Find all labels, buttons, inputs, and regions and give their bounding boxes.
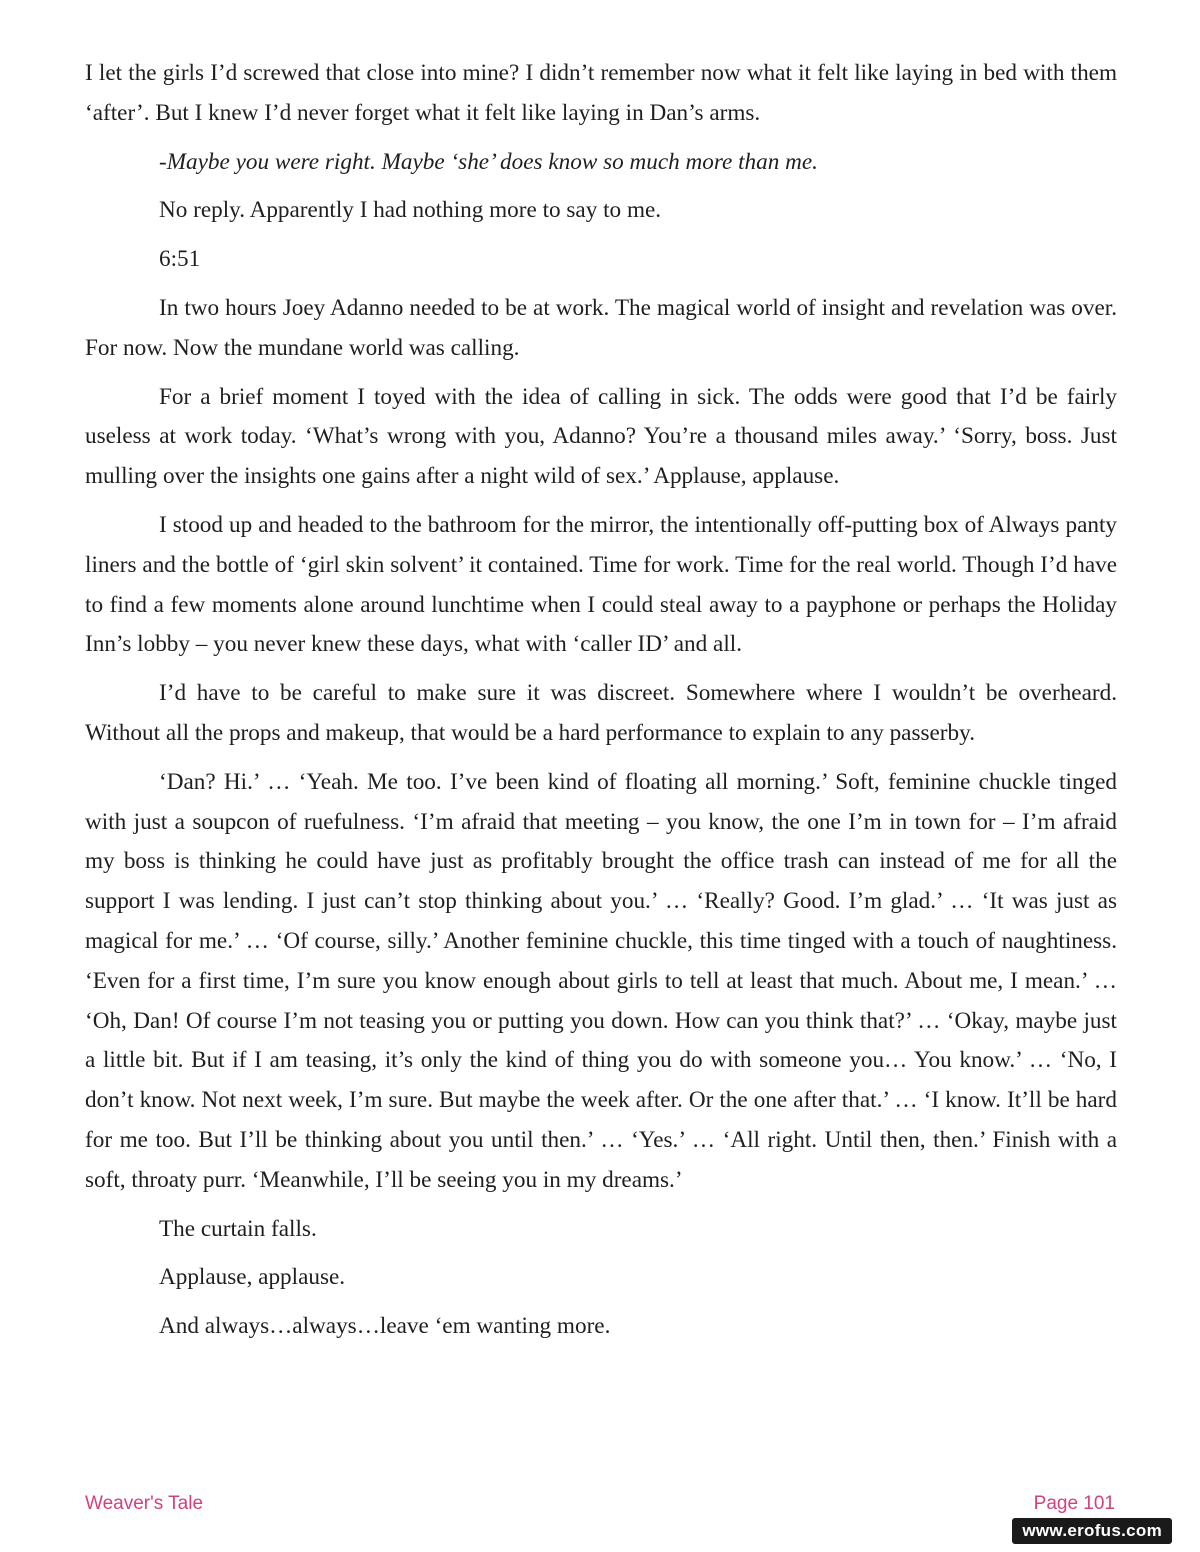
paragraph: Applause, applause. bbox=[159, 1264, 346, 1291]
paragraph: And always…always…leave ‘em wanting more. bbox=[159, 1313, 611, 1340]
footer-page-number: Page 101 bbox=[1033, 1493, 1115, 1514]
paragraph: I let the girls I’d screwed that close into mine? I didn’t remember now what it felt like laying in bed with them ‘after’. But I knew I’d never forget what it felt like laying in Dan’s arms. bbox=[85, 60, 1117, 126]
paragraph: The curtain falls. bbox=[159, 1215, 317, 1242]
page-body bbox=[85, 54, 1117, 1356]
paragraph: I’d have to be careful to make sure it was discreet. Somewhere where I wouldn’t be overheard. Without all the props and makeup, that would be a hard performance to explain to any passerby. bbox=[85, 680, 1117, 746]
paragraph: In two hours Joey Adanno needed to be at work. The magical world of insight and revelation was over. For now. Now the mundane world was calling. bbox=[85, 294, 1117, 361]
footer-book-title: Weaver's Tale bbox=[85, 1493, 204, 1514]
paragraph: For a brief moment I toyed with the idea of calling in sick. The odds were good that I’d be fairly useless at work today. ‘What’s wrong with you, Adanno? You’re a thousand miles away.’ ‘Sorry, boss. Just mulling over the insights one gains after a night wild of sex.’ Applause, applause. bbox=[85, 383, 1117, 490]
paragraph: No reply. Apparently I had nothing more to say to me. bbox=[159, 197, 662, 224]
watermark-logo: www.erofus.com bbox=[1012, 1518, 1172, 1544]
time-stamp-paragraph: 6:51 bbox=[159, 246, 201, 273]
paragraph: I stood up and headed to the bathroom for the mirror, the intentionally off-putting box of Always panty liners and the bottle of ‘girl skin solvent’ it contained. Time for work. Time for the real world. Though I’d have to find a few moments alone around lunchtime when I could steal away to a payphone or perhaps the Holiday Inn’s lobby – you never knew these days, what with ‘caller ID’ and all. bbox=[85, 511, 1117, 658]
paragraph-italic-thought: -Maybe you were right. Maybe ‘she’ does know so much more than me. bbox=[159, 148, 818, 175]
paragraph: ‘Dan? Hi.’ … ‘Yeah. Me too. I’ve been kind of floating all morning.’ Soft, feminine chuckle tinged with just a soupcon of ruefulness. ‘I’m afraid that meeting – you know, the one I’m in town for – I’m afraid my boss is thinking he could have just as profitably brought the office trash can instead of me for all the support I was lending. I just can’t stop thinking about you.’ … ‘Really? Good. I’m glad.’ … ‘It was just as magical for me.’ … ‘Of course, silly.’ Another feminine chuckle, this time tinged with a touch of naughtiness. ‘Even for a first time, I’m sure you know enough about girls to tell at least that much. About me, I mean.’ … ‘Oh, Dan! Of course I’m not teasing you or putting you down. How can you think that?’ … ‘Okay, maybe just a little bit. But if I am teasing, it’s only the kind of thing you do with someone you… You know.’ … ‘No, I don’t know. Not next week, I’m sure. But maybe the week after. Or the one after that.’ … ‘I know. It’ll be hard for me too. But I’ll be thinking about you until then.’ … ‘Yes.’ … ‘All right. Until then, then.’ Finish with a soft, throaty purr. ‘Meanwhile, I’ll be seeing you in my dreams.’ bbox=[85, 768, 1117, 1193]
